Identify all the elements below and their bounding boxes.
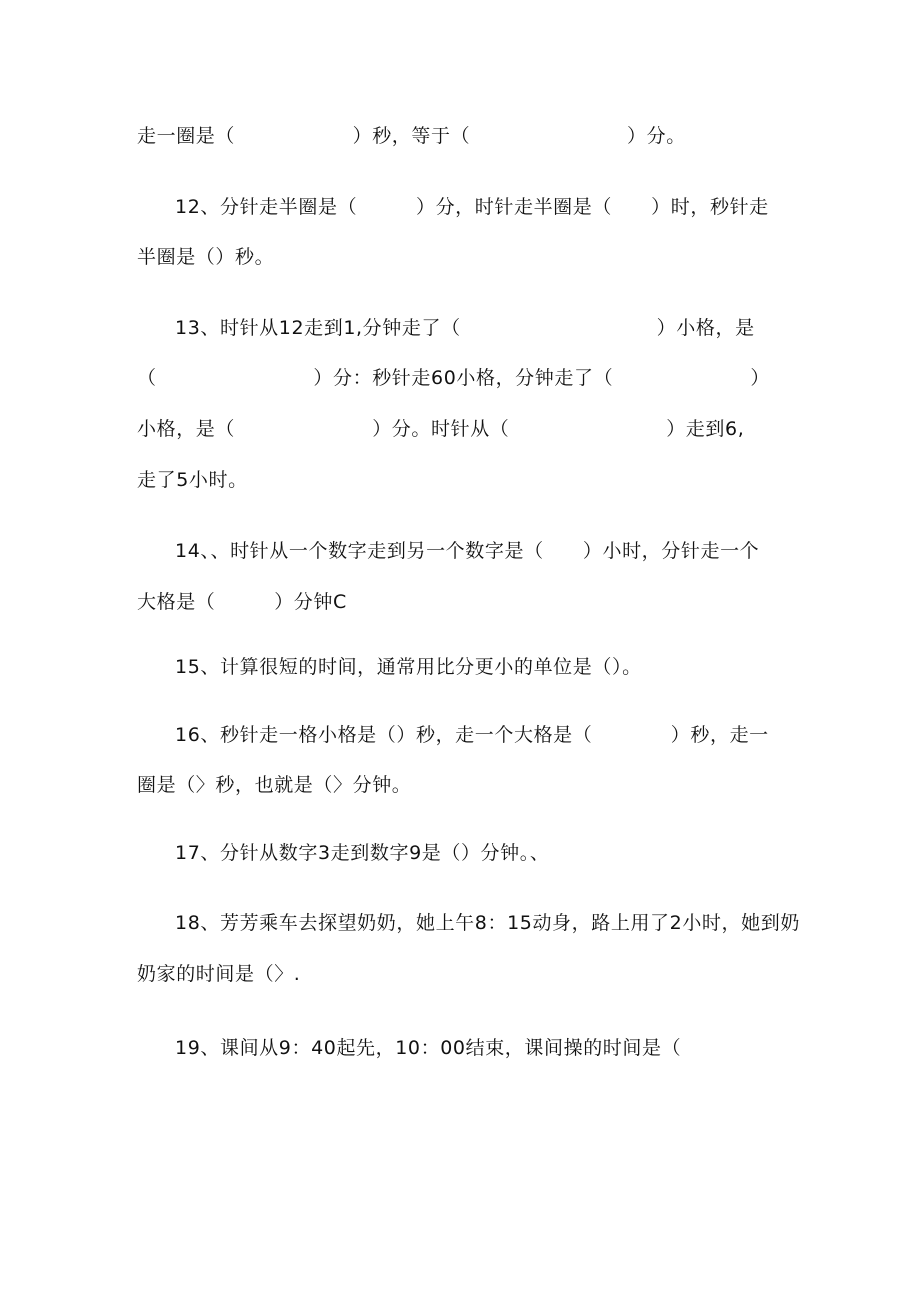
question-13-line-3: 小格，是（ ）分。时针从（ ）走到6, <box>137 418 745 440</box>
question-13-line-2: （ ）分：秒针走60小格，分钟走了（ ） <box>137 367 770 389</box>
question-17: 17、分针从数字3走到数字9是（）分钟。、 <box>175 842 550 864</box>
question-18-line-1: 18、芳芳乘车去探望奶奶，她上午8：15动身，路上用了2小时，她到奶 <box>175 912 800 934</box>
question-16-line-2: 圈是（〉秒，也就是（〉分钟。 <box>137 774 412 796</box>
question-13-line-1: 13、时针从12走到1,分钟走了（ ）小格，是 <box>175 317 755 339</box>
question-19: 19、课间从9：40起先，10：00结束，课间操的时间是（ <box>175 1037 682 1059</box>
question-18-line-2: 奶家的时间是（〉. <box>137 963 301 985</box>
question-11-continuation: 走一圈是（ ）秒，等于（ ）分。 <box>137 125 686 147</box>
question-14-line-2: 大格是（ ）分钟C <box>137 591 347 613</box>
question-12-line-1: 12、分针走半圈是（ ）分，时针走半圈是（ ）时，秒针走 <box>175 196 769 218</box>
question-12-line-2: 半圈是（）秒。 <box>137 246 275 268</box>
question-16-line-1: 16、秒针走一格小格是（）秒，走一个大格是（ ）秒，走一 <box>175 724 769 746</box>
question-14-line-1: 14、、时针从一个数字走到另一个数字是（ ）小时，分针走一个 <box>175 540 760 562</box>
question-15: 15、计算很短的时间，通常用比分更小的单位是（）。 <box>175 656 642 678</box>
question-13-line-4: 走了5小时。 <box>137 469 248 491</box>
